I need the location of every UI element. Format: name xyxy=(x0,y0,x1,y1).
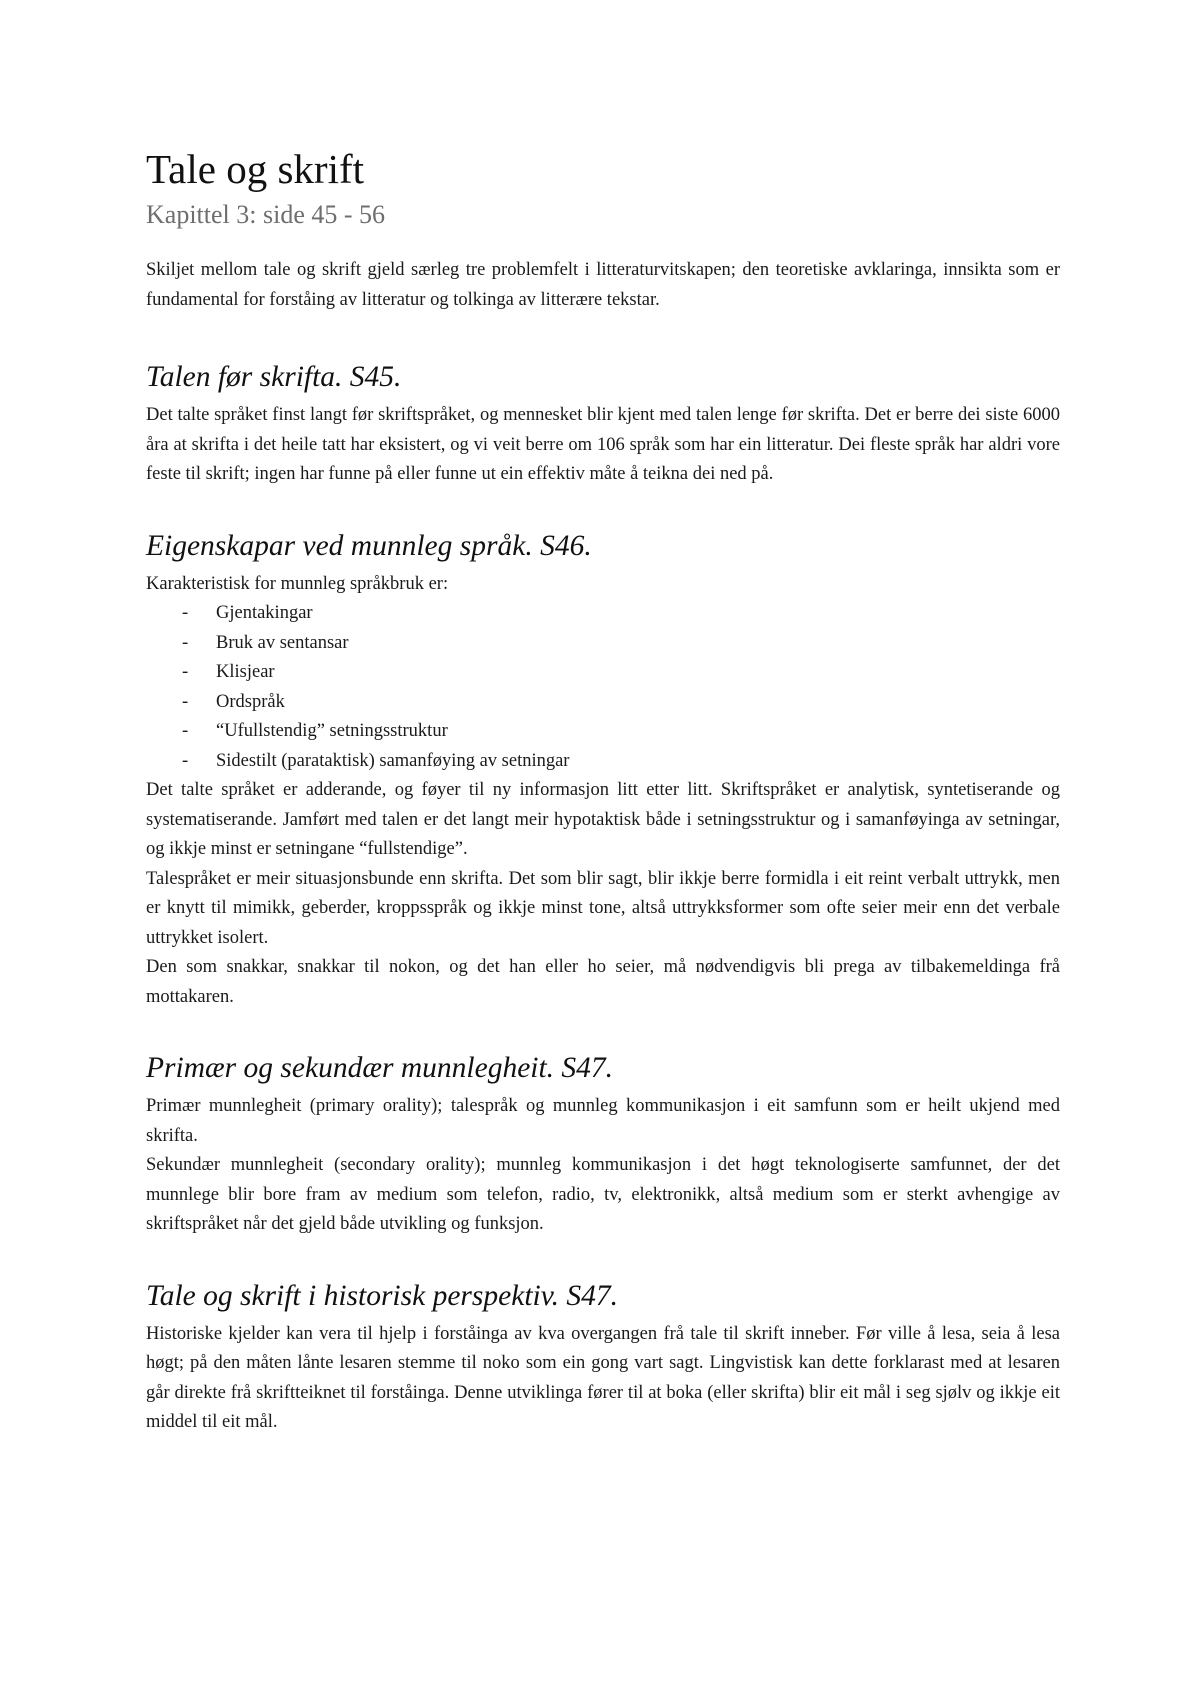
section-paragraph: Historiske kjelder kan vera til hjelp i forståinga av kva overgangen frå tale til skrift inneber. Før ville å lesa, seia å lesa høgt; på den måten lånte lesaren stemme til noko som ein gong vart sagt. Lingvistisk kan dette forklarast med at lesaren går direkte frå skriftteiknet til forståinga. Denne utviklinga fører til at boka (eller skrifta) blir eit mål i seg sjølv og ikkje eit middel til eit mål. xyxy=(146,1323,1060,1432)
section-paragraph: Den som snakkar, snakkar til nokon, og det han eller ho seier, må nødvendigvis bli prega av tilbakemeldinga frå mottakaren. xyxy=(146,957,1060,1007)
document-body xyxy=(146,142,1060,1438)
feature-list xyxy=(146,599,1060,776)
section-historisk-perspektiv xyxy=(146,1276,1060,1438)
page-subtitle: Kapittel 3: side 45 - 56 xyxy=(146,200,386,229)
list-intro: Karakteristisk for munnleg språkbruk er: xyxy=(146,573,449,594)
page-title: Tale og skrift xyxy=(146,146,365,192)
section-primaer-sekundaer xyxy=(146,1048,1060,1240)
list-item: - Klisjear xyxy=(182,658,1060,688)
section-paragraph: Sekundær munnlegheit (secondary orality); munnleg kommunikasjon i det høgt teknologiserte samfunnet, der det munnlege blir bore fram av medium som telefon, radio, tv, elektronikk, altså medium som er sterkt avhengige av skriftspråket når det gjeld både utvikling og funksjon. xyxy=(146,1155,1060,1234)
list-item: - Sidestilt (parataktisk) samanføying av setningar xyxy=(182,747,1060,777)
intro-paragraph: Skiljet mellom tale og skrift gjeld særleg tre problemfelt i litteraturvitskapen; den teoretiske avklaringa, innsikta som er fundamental for forståing av litteratur og tolkinga av litterære tekstar. xyxy=(146,260,1060,310)
section-heading: Primær og sekundær munnlegheit. S47. xyxy=(146,1052,614,1084)
section-heading: Talen før skrifta. S45. xyxy=(146,361,402,393)
list-item: - “Ufullstendig” setningsstruktur xyxy=(182,717,1060,747)
section-talen-for-skrifta xyxy=(146,357,1060,490)
list-item: - Bruk av sentansar xyxy=(182,629,1060,659)
section-heading: Eigenskapar ved munnleg språk. S46. xyxy=(146,529,592,562)
section-paragraph: Det talte språket er adderande, og føyer til ny informasjon litt etter litt. Skriftspråket er analytisk, syntetiserande og systematiserande. Jamført med talen er det langt meir hypotaktisk både i setningsstruktur og i samanføyinga av setningar, og ikkje minst er setningane “fullstendige”. xyxy=(146,780,1060,859)
section-paragraph: Det talte språket finst langt før skriftspråket, og mennesket blir kjent med talen lenge før skrifta. Det er berre dei siste 6000 åra at skrifta i det heile tatt har eksistert, og vi veit berre om 106 språk som har ein litteratur. Dei fleste språk har aldri vore feste til skrift; ingen har funne på eller funne ut ein effektiv måte å teikna dei ned på. xyxy=(146,405,1060,484)
list-item: - Ordspråk xyxy=(182,688,1060,718)
section-eigenskapar xyxy=(146,526,1060,1013)
section-paragraph: Talespråket er meir situasjonsbunde enn skrifta. Det som blir sagt, blir ikkje berre formidla i eit reint verbalt uttrykk, men er knytt til mimikk, geberder, kroppsspråk og ikkje minst tone, altså uttrykksformer som ofte seier meir enn det verbale uttrykket isolert. xyxy=(146,868,1060,948)
section-heading: Tale og skrift i historisk perspektiv. S47. xyxy=(146,1279,618,1312)
section-paragraph: Primær munnlegheit (primary orality); talespråk og munnleg kommunikasjon i eit samfunn som er heilt ukjend med skrifta. xyxy=(146,1096,1060,1146)
list-item: - Gjentakingar xyxy=(182,599,1060,629)
